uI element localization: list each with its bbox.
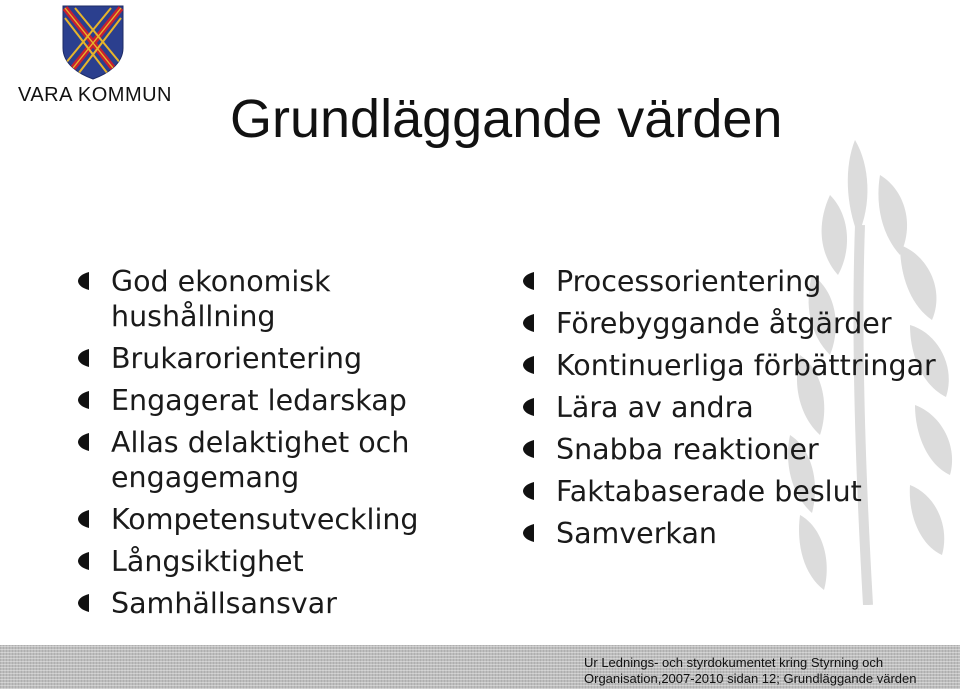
bullet-icon: [78, 272, 89, 290]
bullet-icon: [523, 272, 534, 290]
bullet-icon: [78, 349, 89, 367]
list-item-text: Kontinuerliga förbättringar: [556, 349, 936, 382]
bullet-icon: [78, 594, 89, 612]
list-item-text: Faktabaserade beslut: [556, 475, 862, 508]
list-item: [523, 348, 943, 383]
bullet-icon: [78, 510, 89, 528]
bullet-icon: [523, 524, 534, 542]
list-item: [523, 516, 943, 551]
right-values-list: [523, 264, 943, 558]
list-item: [523, 474, 943, 509]
page-title: Grundläggande värden: [230, 89, 783, 149]
footer-source-text: [584, 655, 954, 687]
list-item: [523, 264, 943, 299]
bullet-icon: [523, 440, 534, 458]
logo-text: VARA KOMMUN: [17, 84, 173, 106]
bullet-icon: [78, 433, 89, 451]
footer-line-1: Ur Lednings- och styrdokumentet kring Styrning och: [584, 655, 884, 670]
list-item-text: Samverkan: [556, 517, 717, 550]
list-item-text: Processorientering: [556, 265, 822, 298]
list-item-text: Förebyggande åtgärder: [556, 307, 892, 340]
list-item-text: Snabba reaktioner: [556, 433, 819, 466]
bullet-icon: [523, 482, 534, 500]
list-item: [78, 425, 478, 495]
list-item-text: Lära av andra: [556, 391, 754, 424]
list-item: [78, 341, 478, 376]
list-item: [78, 502, 478, 537]
list-item-text: Långsiktighet: [111, 545, 304, 578]
bullet-icon: [523, 314, 534, 332]
list-item-text: Engagerat ledarskap: [111, 384, 407, 417]
list-item: [78, 264, 478, 334]
list-item: [78, 383, 478, 418]
bullet-icon: [523, 356, 534, 374]
list-item: [523, 390, 943, 425]
list-item-text: Samhällsansvar: [111, 587, 337, 620]
list-item: [78, 586, 478, 621]
bullet-icon: [78, 391, 89, 409]
list-item-text: Kompetensutveckling: [111, 503, 419, 536]
list-item-text: Allas delaktighet och engagemang: [111, 426, 410, 494]
list-item: [78, 544, 478, 579]
list-item: [523, 306, 943, 341]
bullet-icon: [78, 552, 89, 570]
footer-line-2: Organisation,2007-2010 sidan 12; Grundläggande värden: [584, 671, 917, 686]
vara-kommun-logo: [10, 4, 175, 109]
list-item-text: Brukarorientering: [111, 342, 363, 375]
coat-of-arms-icon: [61, 4, 125, 80]
left-values-list: [78, 264, 478, 628]
bullet-icon: [523, 398, 534, 416]
list-item: [523, 432, 943, 467]
list-item-text: God ekonomisk hushållning: [111, 265, 331, 333]
